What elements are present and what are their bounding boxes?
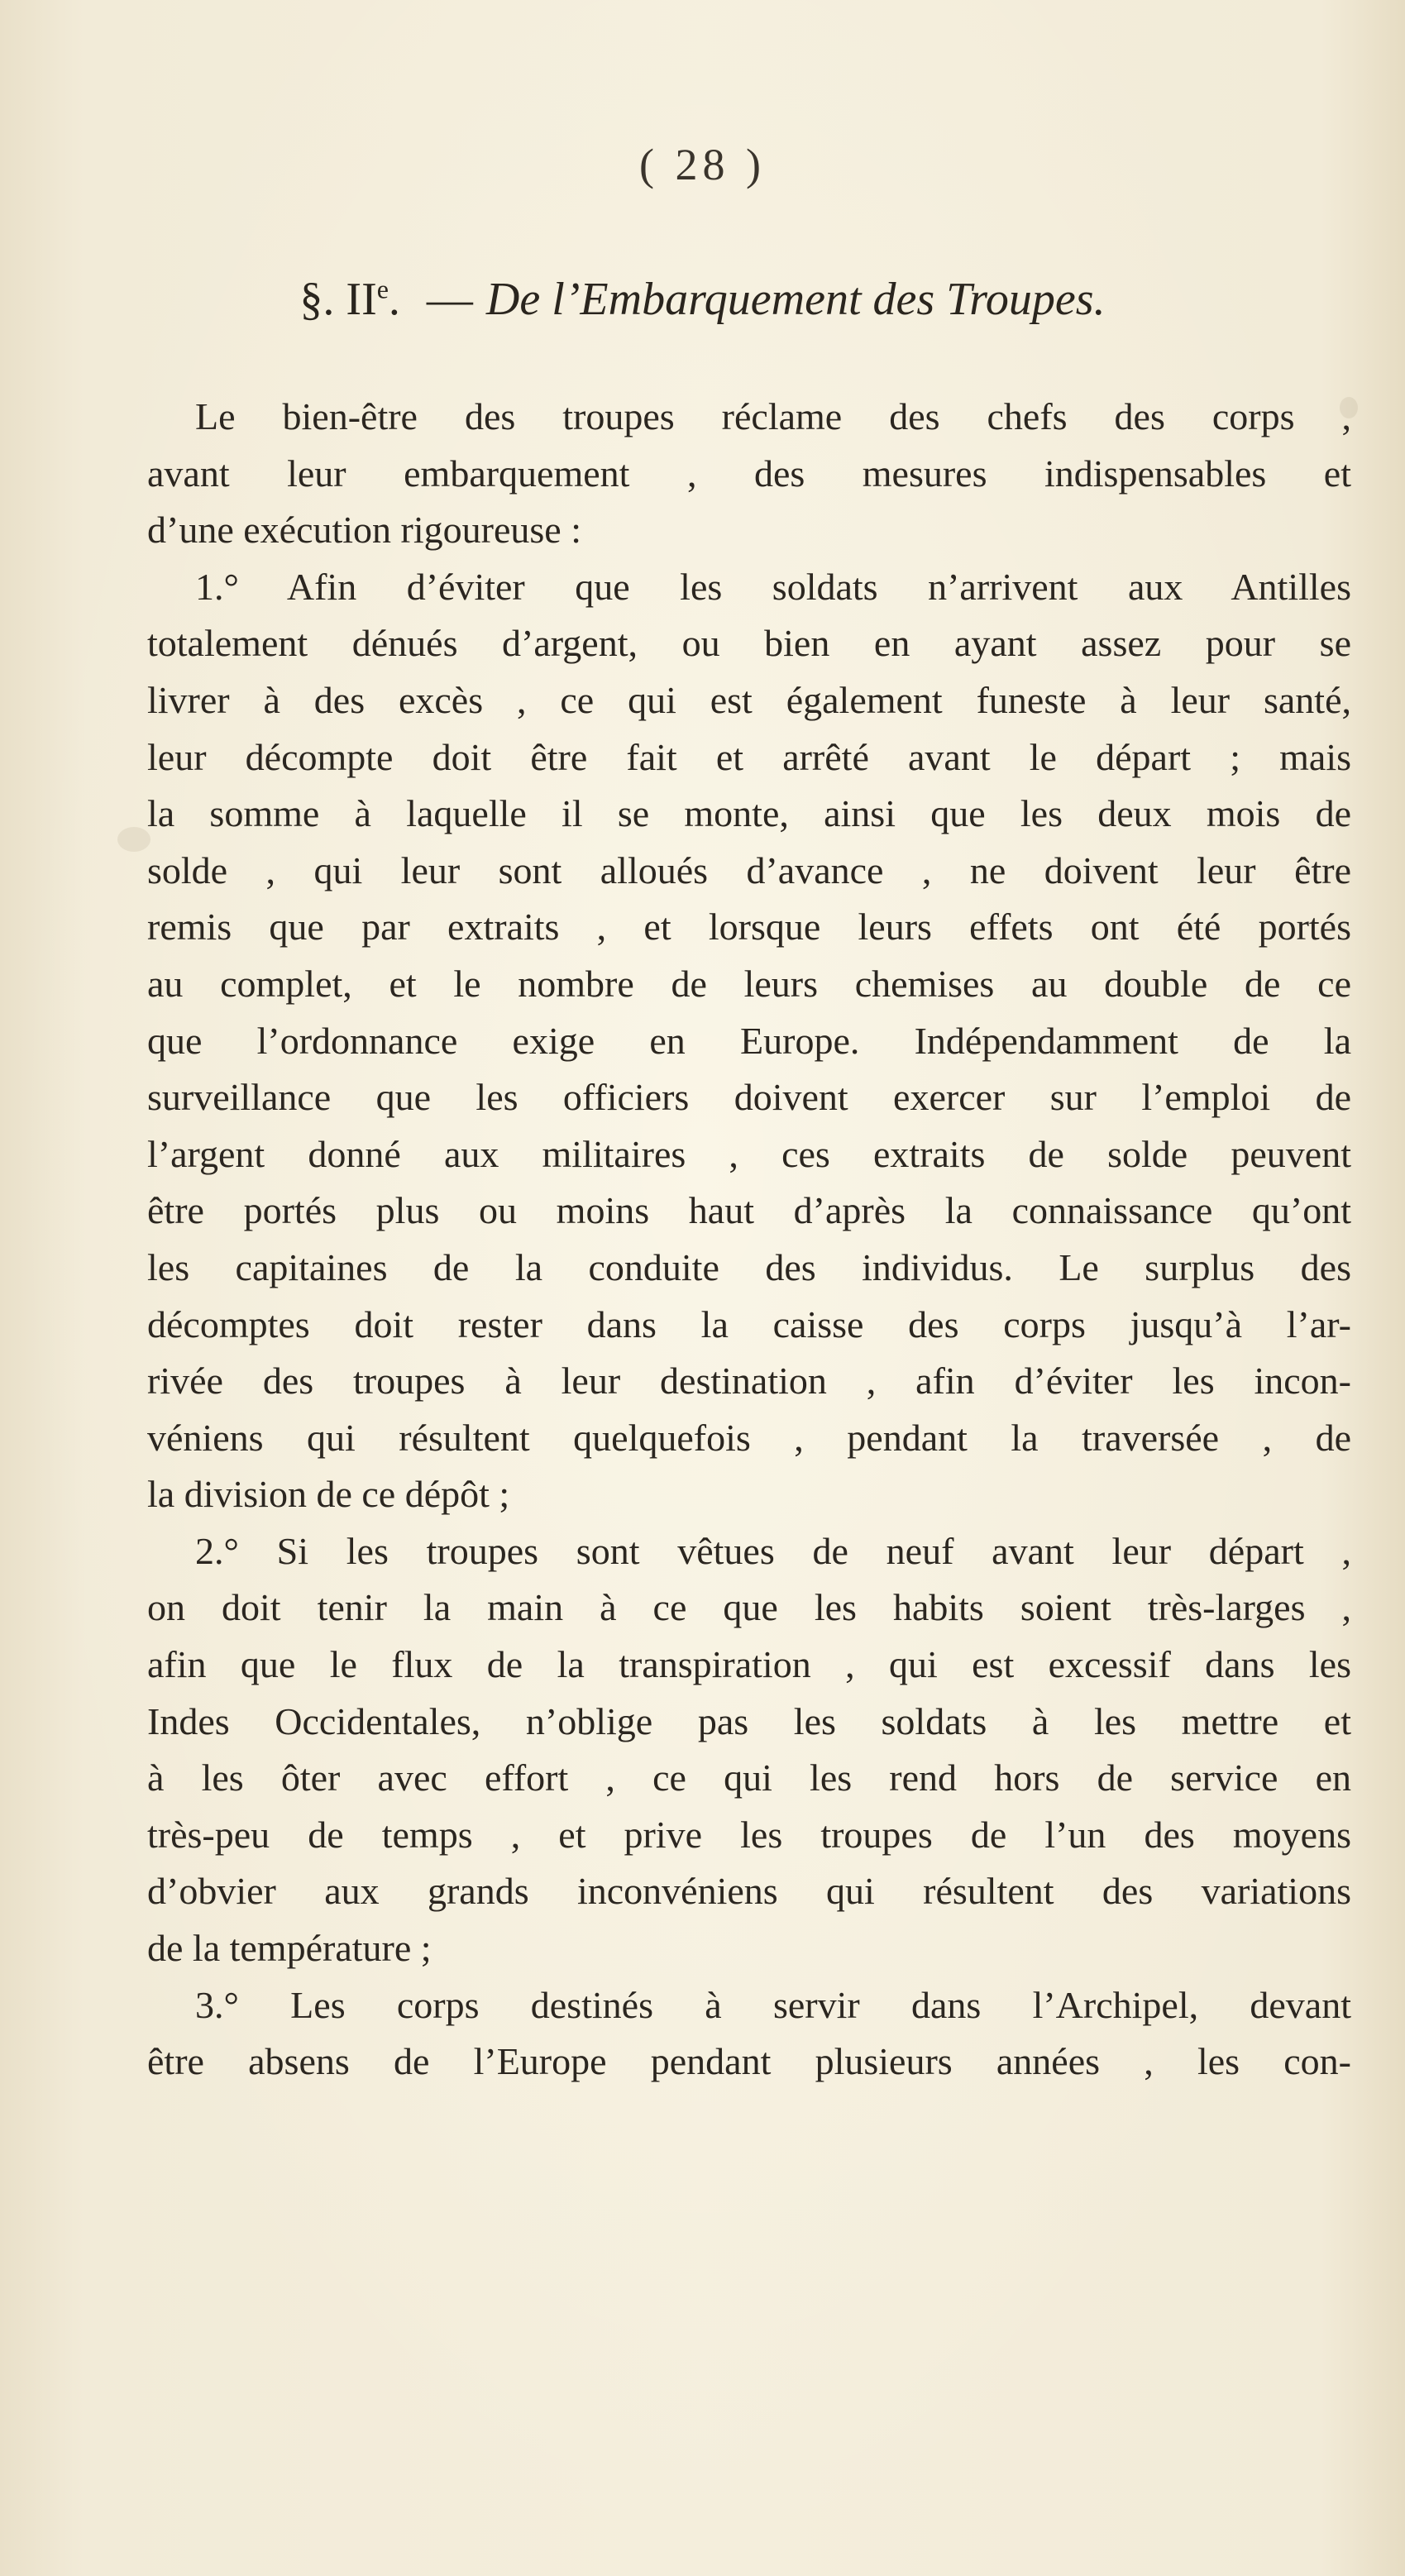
text-line: totalement dénués d’argent, ou bien en ayant assez pour se (147, 622, 1351, 665)
text-line: leur décompte doit être fait et arrêté avant le départ ; mais (147, 735, 1351, 778)
text-line: 3.° Les corps destinés à servir dans l’Archipel, devant (195, 1983, 1351, 2026)
text-line: très-peu de temps , et prive les troupes de l’un des moyens (147, 1813, 1351, 1856)
paper-stain (117, 827, 151, 852)
text-line: la division de ce dépôt ; (147, 1473, 510, 1516)
body-text (147, 389, 1351, 2091)
page-number: ( 28 ) (639, 140, 766, 189)
text-line: surveillance que les officiers doivent exercer sur l’emploi de (147, 1076, 1351, 1119)
section-title: De l’Embarquement des Troupes. (485, 274, 1106, 325)
text-line: livrer à des excès , ce qui est également funeste à leur santé, (147, 678, 1351, 721)
text-line: d’obvier aux grands inconvéniens qui résultent des variations (147, 1870, 1351, 1913)
text-line: au complet, et le nombre de leurs chemises au double de ce (147, 962, 1351, 1005)
section-dash: — (426, 274, 473, 325)
text-line: être portés plus ou moins haut d’après la connaissance qu’ont (147, 1189, 1351, 1232)
text-line: l’argent donné aux militaires , ces extraits de solde peuvent (147, 1132, 1351, 1175)
text-line: Indes Occidentales, n’oblige pas les soldats à les mettre et (147, 1699, 1351, 1742)
text-line: afin que le flux de la transpiration , qui est excessif dans les (147, 1643, 1351, 1686)
text-line: à les ôter avec effort , ce qui les rend hors de service en (147, 1756, 1351, 1799)
text-line: rivée des troupes à leur destination , afin d’éviter les incon- (147, 1360, 1351, 1403)
text-line: être absens de l’Europe pendant plusieurs années , les con- (147, 2040, 1351, 2083)
text-line: d’une exécution rigoureuse : (147, 509, 581, 552)
text-line: solde , qui leur sont alloués d’avance , ne doivent leur être (147, 848, 1351, 891)
text-line: 2.° Si les troupes sont vêtues de neuf avant leur départ , (195, 1529, 1351, 1572)
text-line: avant leur embarquement , des mesures indispensables et (147, 452, 1351, 495)
text-line: décomptes doit rester dans la caisse des corps jusqu’à l’ar- (147, 1302, 1351, 1345)
text-line: la somme à laquelle il se monte, ainsi que les deux mois de (147, 792, 1351, 835)
section-number: §. IIe. (299, 274, 400, 325)
text-line: les capitaines de la conduite des individus. Le surplus des (147, 1245, 1351, 1288)
text-line: véniens qui résultent quelquefois , pendant la traversée , de (147, 1416, 1351, 1459)
text-line: que l’ordonnance exige en Europe. Indépendamment de la (147, 1019, 1351, 1062)
text-line: on doit tenir la main à ce que les habits soient très-larges , (147, 1586, 1351, 1629)
text-line: Le bien-être des troupes réclame des chefs des corps , (195, 395, 1351, 437)
text-line: remis que par extraits , et lorsque leurs effets ont été portés (147, 906, 1351, 949)
text-line: 1.° Afin d’éviter que les soldats n’arrivent aux Antilles (195, 565, 1351, 608)
section-heading (0, 273, 1405, 326)
text-line: de la température ; (147, 1927, 432, 1970)
